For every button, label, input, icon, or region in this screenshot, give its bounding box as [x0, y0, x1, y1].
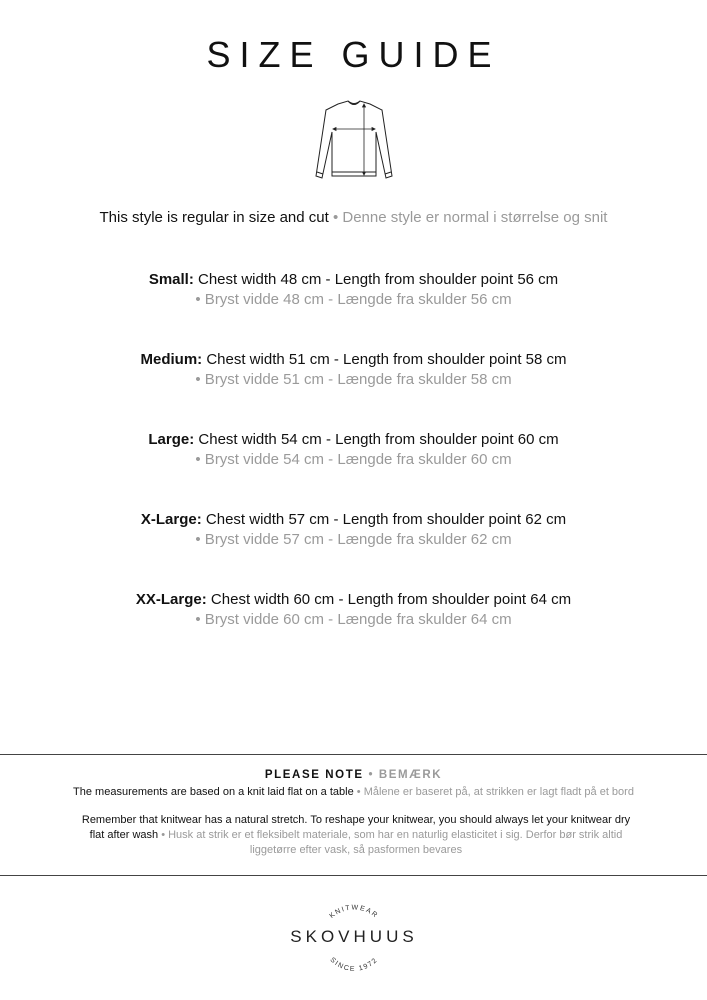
size-da: • Bryst vidde 51 cm - Længde fra skulder 58 cm: [195, 371, 512, 388]
size-en: Chest width 57 cm - Length from shoulder point 62 cm: [205, 511, 567, 528]
size-en: Chest width 54 cm - Length from shoulder point 60 cm: [198, 431, 559, 448]
size-medium: [0, 350, 707, 390]
size-en: Chest width 48 cm - Length from shoulder point 56 cm: [198, 271, 559, 288]
size-da: • Bryst vidde 57 cm - Længde fra skulder 62 cm: [195, 531, 512, 548]
please-note-box: [0, 754, 707, 876]
page-title: SIZE GUIDE: [206, 34, 501, 75]
size-da: • Bryst vidde 48 cm - Længde fra skulder 56 cm: [195, 291, 512, 308]
svg-text:SINCE 1972: [329, 956, 380, 972]
size-name: XX-Large:: [135, 591, 207, 608]
style-note: [0, 209, 707, 226]
size-name: Small:: [148, 271, 194, 288]
size-en: Chest width 60 cm - Length from shoulder point 64 cm: [210, 591, 572, 608]
stretch-note: [76, 813, 636, 858]
size-large: [0, 430, 707, 470]
size-xx-large: [0, 590, 707, 630]
style-note-en: This style is regular in size and cut: [99, 209, 329, 226]
size-da: • Bryst vidde 60 cm - Længde fra skulder 64 cm: [195, 611, 512, 628]
please-note-heading: [0, 769, 707, 781]
size-small: [0, 270, 707, 310]
measurement-note-da: • Målene er baseret på, at strikken er lagt fladt på et bord: [356, 786, 634, 798]
logo-brand: SKOVHUUS: [290, 927, 418, 946]
size-name: Medium:: [140, 351, 203, 368]
logo-bottom-text: SINCE 1972: [328, 956, 380, 973]
skovhuus-logo: [274, 896, 434, 976]
size-name: X-Large:: [140, 511, 202, 528]
stretch-note-da: • Husk at strik er et fleksibelt materiale, som har en naturlig elasticitet i sig. Derfor bør strik altid liggetørre efter vask, så pasformen bevares: [161, 829, 623, 856]
measurement-note-en: The measurements are based on a knit laid flat on a table: [73, 786, 354, 798]
size-en: Chest width 51 cm - Length from shoulder point 58 cm: [206, 351, 567, 368]
please-note-heading-da: • BEMÆRK: [368, 769, 443, 781]
style-note-da: • Denne style er normal i størrelse og snit: [332, 209, 608, 226]
sweater-measurement-icon: [312, 98, 396, 184]
measurement-note: [0, 785, 707, 800]
size-x-large: [0, 510, 707, 550]
stretch-note-en: Remember that knitwear has a natural stretch. To reshape your knitwear, you should always let your knitwear dry flat after wash: [81, 814, 631, 841]
svg-text:KNITWEAR: [329, 904, 380, 920]
logo-top-text: KNITWEAR: [328, 904, 380, 920]
size-name: Large:: [148, 431, 195, 448]
size-da: • Bryst vidde 54 cm - Længde fra skulder 60 cm: [195, 451, 512, 468]
please-note-heading-en: PLEASE NOTE: [264, 769, 364, 781]
